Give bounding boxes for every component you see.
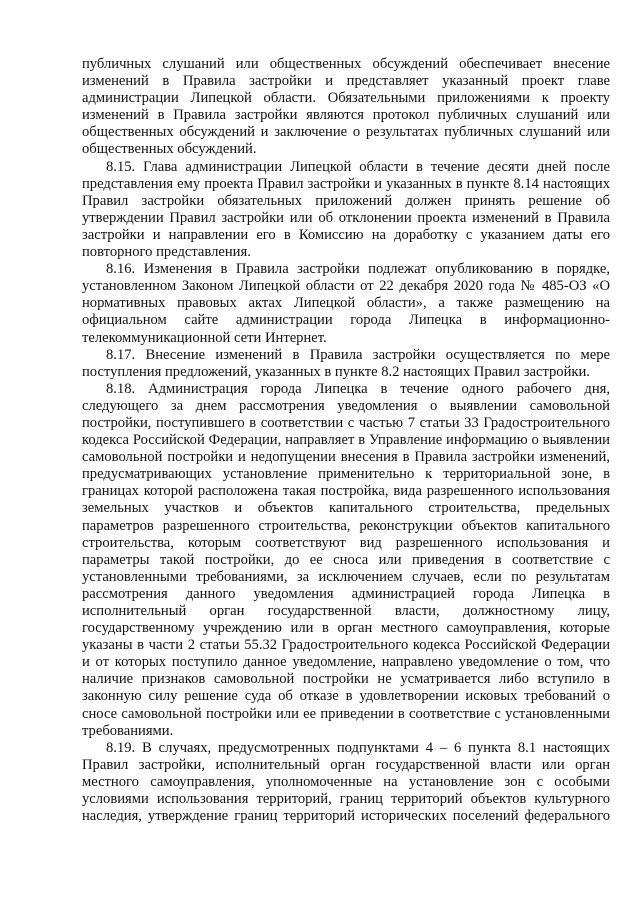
paragraph-8-16: 8.16. Изменения в Правила застройки подлежат опубликованию в порядке, установленном Законом Липецкой области от 22 декабря 2020 года № 485-ОЗ «О нормативных правовых актах Липецкой области», а также размещению на официальном сайте администрации города Липецка в информационно-телекоммуникационной сети Интернет. [82, 261, 610, 346]
document-page [82, 56, 610, 825]
paragraph-continuation: публичных слушаний или общественных обсуждений обеспечивает внесение изменений в Правила застройки и представляет указанный проект главе администрации Липецкой области. Обязательными приложениями к проекту изменений в Правила застройки являются протокол публичных слушаний или общественных обсуждений и заключение о результатах публичных слушаний или общественных обсуждений. [82, 56, 610, 158]
paragraph-8-19: 8.19. В случаях, предусмотренных подпунктами 4 – 6 пункта 8.1 настоящих Правил застройки, исполнительный орган государственной власти или орган местного самоуправления, уполномоченные на установление зон с особыми условиями использования территорий, границ территорий объектов культурного наследия, утверждение границ территорий исторических поселений федерального [82, 739, 610, 825]
paragraph-8-18: 8.18. Администрация города Липецка в течение одного рабочего дня, следующего за днем рассмотрения уведомления о выявлении самовольной постройки, поступившего в соответствии с частью 7 статьи 33 Градостроительного кодекса Российской Федерации, направляет в Управление информацию о выявлении самовольной постройки и недопущении внесения в Правила застройки изменений, предусматривающих установление применительно к территориальной зоне, в границах которой расположена такая постройка, вида разрешенного использования земельных участков и объектов капитального строительства, предельных параметров разрешенного строительства, реконструкции объектов капитального строительства, которым соответствуют вид разрешенного использования и параметры такой постройки, до ее сноса или приведения в соответствие с установленными требованиями, за исключением случаев, если по результатам рассмотрения данного уведомления администрацией города Липецка в исполнительный орган государственной власти, должностному лицу, государственному учреждению или в орган местного самоуправления, которые указаны в части 2 статьи 55.32 Градостроительного кодекса Российской Федерации и от которых поступило данное уведомление, направлено уведомление о том, что наличие признаков самовольной постройки не усматривается либо вступило в законную силу решение суда об отказе в удовлетворении исковых требований о сносе самовольной постройки или ее приведении в соответствие с установленными требованиями. [82, 380, 610, 739]
paragraph-8-15: 8.15. Глава администрации Липецкой области в течение десяти дней после представления ему проекта Правил застройки и указанных в пункте 8.14 настоящих Правил застройки обязательных приложений должен принять решение об утверждении Правил застройки или об отклонении проекта изменений в Правила застройки и направлении его в Комиссию на доработку с указанием даты его повторного представления. [82, 158, 610, 261]
paragraph-8-17: 8.17. Внесение изменений в Правила застройки осуществляется по мере поступления предложений, указанных в пункте 8.2 настоящих Правил застройки. [82, 346, 610, 380]
